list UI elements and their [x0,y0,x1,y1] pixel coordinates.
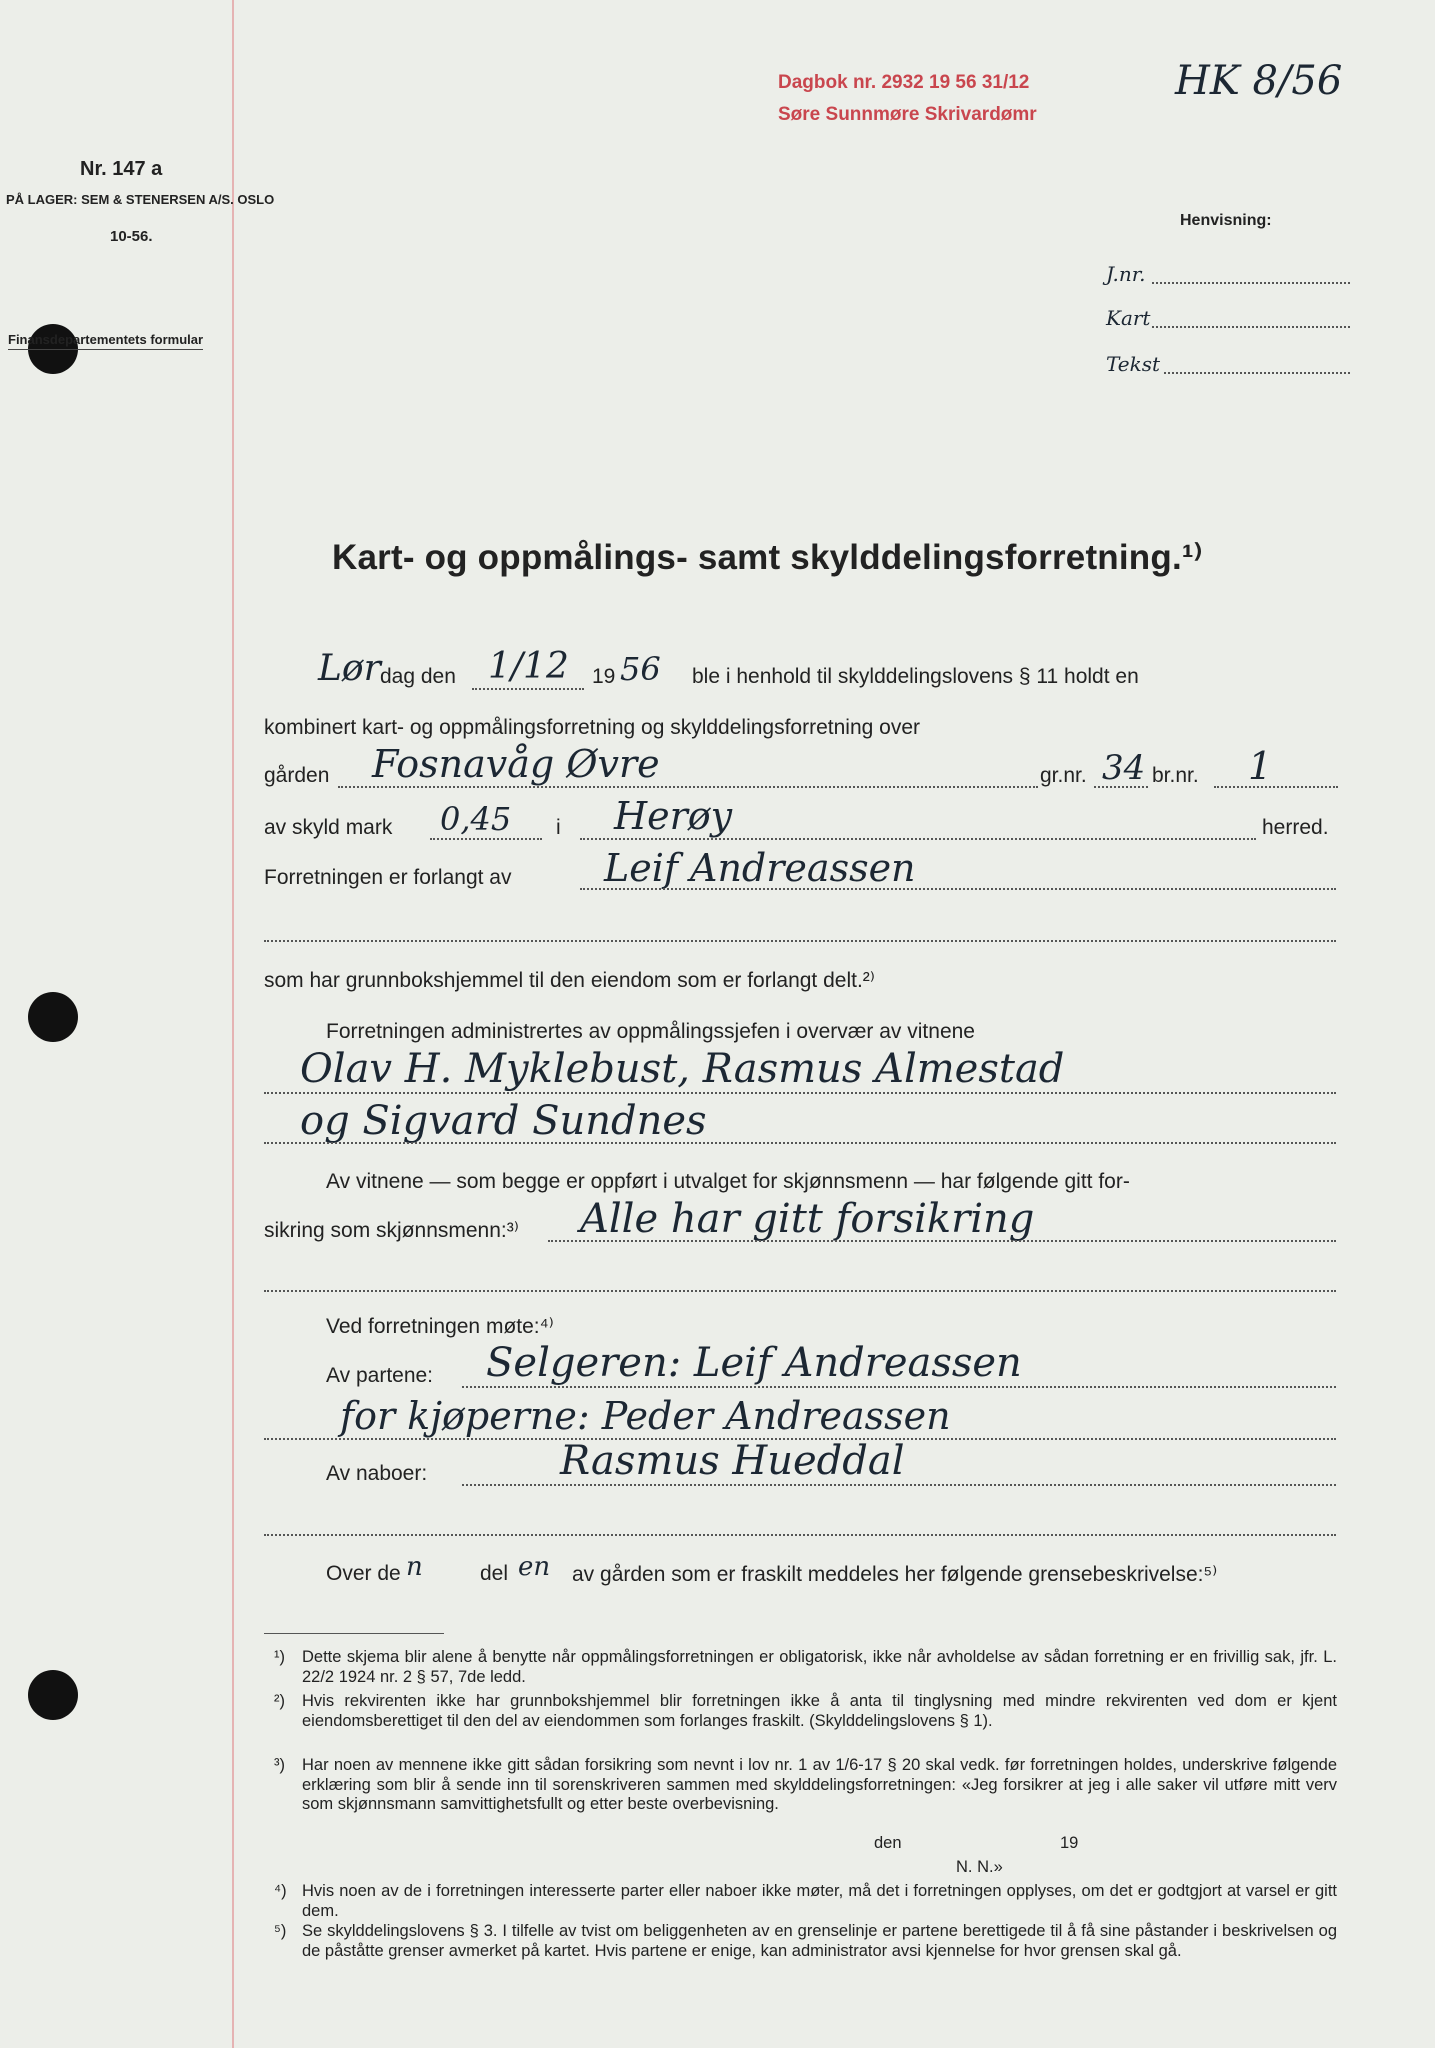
date-value: 1/12 [488,646,569,687]
jnr-line [1152,282,1350,284]
year-prefix: 19 [592,665,616,688]
year-value: 56 [620,650,661,688]
witnesses-line-1: Olav H. Myklebust, Rasmus Almestad [300,1046,1065,1092]
kart-line [1152,326,1350,328]
footnote-3-den: den [874,1834,902,1852]
witnesses-line-2: og Sigvard Sundnes [300,1098,707,1144]
reference-heading: Henvisning: [1180,212,1272,229]
farm-line [338,786,1038,788]
footnote-5: ⁵) Se skylddelingslovens § 3. I tilfelle av tvist om beliggenheten av en grenselinje er partene berettigede til å få sine påstander i beskrivelsen og de påståtte grenser avmerket på kartet. Hvis partene er enige, kan administrator avsi kjennelse for hvor grensen skal gå. [274,1922,1337,1960]
dag-den-label: dag den [380,665,456,688]
vitner-text-2: sikring som skjønnsmenn:³⁾ [264,1219,519,1242]
vitner-text-1: Av vitnene — som begge er oppført i utvalget for skjønnsmenn — har følgende gitt for- [326,1170,1130,1193]
footnote-2: ²) Hvis rekvirenten ikke har grunnbokshjemmel blir forretningen ikke å anta til tinglysning med mindre rekvirenten ved dom er kjent eiendomsberettiget til den del av eiendommen som forlanges fraskilt. (Skylddelingslovens § 1). [274,1692,1337,1730]
punch-hole [28,1670,78,1720]
tekst-line [1164,372,1350,374]
over-n: n [406,1552,423,1582]
footnote-3-19: 19 [1060,1834,1079,1852]
grnr-value: 34 [1102,748,1146,788]
stamp-line-2: Søre Sunnmøre Skrivardømr [778,104,1037,125]
skyld-line [430,838,542,840]
tekst-label: Tekst [1106,352,1161,376]
parties-line-2: for kjøperne: Peder Andreassen [340,1394,951,1438]
supplier: PÅ LAGER: SEM & STENERSEN A/S. OSLO [6,192,275,207]
grnr-label: gr.nr. [1040,764,1087,787]
kart-label: Kart [1106,306,1151,330]
kombinert-text: kombinert kart- og oppmålingsforretning og skylddelingsforretning over [264,716,921,739]
form-number: Nr. 147 a [80,158,163,180]
neighbors-line-2 [264,1534,1336,1536]
skyld-value: 0,45 [440,800,512,838]
footnote-3: ³) Har noen av mennene ikke gitt sådan forsikring som nevnt i lov nr. 1 av 1/6-17 § 20 skal vedk. før forretningen holdes, underskrive følgende erklæring som blir å sende inn til sorenskriveren sammen med skylddelingsforretningen: «Jeg forsikrer at jeg i alle saker vil utføre mitt verv som skjønnsmann samvittighetsfullt og etter beste overbevisning. [274,1756,1337,1813]
grnr-line [1094,786,1148,788]
naboer-label: Av naboer: [326,1462,428,1485]
blank-line [264,940,1336,942]
parties-line-1: Selgeren: Leif Andreassen [486,1340,1022,1386]
requested-line [580,888,1336,890]
footnote-1: ¹) Dette skjema blir alene å benytte når oppmålingsforretningen er obligatorisk, ikke når avholdelse av sådan forretning er en frivillig sak, jfr. L. 22/2 1924 nr. 2 § 57, 7de ledd. [274,1648,1337,1686]
punch-hole [28,992,78,1042]
parties-line-1-rule [462,1386,1336,1388]
stamp-tag: HK 8/56 [1175,58,1343,104]
requested-label: Forretningen er forlangt av [264,866,512,889]
municipality-value: Herøy [614,794,733,838]
footnote-3-nn: N. N.» [956,1858,1003,1876]
witnesses-line-2-rule [264,1142,1336,1144]
over-prefix: Over de [326,1562,401,1585]
over-suffix: av gården som er fraskilt meddeles her følgende grensebeskrivelse:⁵⁾ [572,1563,1218,1586]
over-del: del [480,1562,509,1585]
over-en: en [518,1552,551,1582]
department-label: Finansdepartementets formular [8,332,203,350]
administered-text: Forretningen administrertes av oppmålingssjefen i overvær av vitnene [326,1020,975,1043]
requested-by: Leif Andreassen [604,846,916,890]
forsikring-line [548,1240,1336,1242]
page-title: Kart- og oppmålings- samt skylddelingsforretning.¹⁾ [332,538,1203,577]
margin-line [232,0,234,2048]
footnote-rule [264,1633,444,1634]
brnr-label: br.nr. [1152,764,1199,787]
partene-label: Av partene: [326,1364,434,1387]
neighbors-line [462,1484,1336,1486]
brnr-line [1214,786,1338,788]
mote-text: Ved forretningen møte:⁴⁾ [326,1315,554,1338]
brnr-value: 1 [1248,744,1273,788]
footnote-4: ⁴) Hvis noen av de i forretningen interesserte parter eller naboer ikke møter, må det i forretningen opplyses, om det er godtgjort at varsel er gitt dem. [274,1882,1337,1920]
grunnbok-text: som har grunnbokshjemmel til den eiendom som er forlangt delt.²⁾ [264,969,875,992]
farm-value: Fosnavåg Øvre [372,742,660,786]
municipality-line [580,838,1256,840]
herred-label: herred. [1262,816,1329,839]
garden-label: gården [264,764,330,787]
held-text: ble i henhold til skylddelingslovens § 11 holdt en [692,665,1139,688]
i-label: i [556,816,561,839]
witnesses-line-1-rule [264,1092,1336,1094]
neighbors-value: Rasmus Hueddal [560,1438,905,1484]
forsikring-value: Alle har gitt forsikring [580,1196,1035,1242]
forsikring-line-2 [264,1290,1336,1292]
form-date: 10-56. [110,228,153,245]
jnr-label: J.nr. [1106,262,1146,286]
weekday: Lør [318,648,381,689]
date-line [472,688,584,690]
stamp-line-1: Dagbok nr. 2932 19 56 31/12 [778,72,1030,93]
skyld-label: av skyld mark [264,816,393,839]
